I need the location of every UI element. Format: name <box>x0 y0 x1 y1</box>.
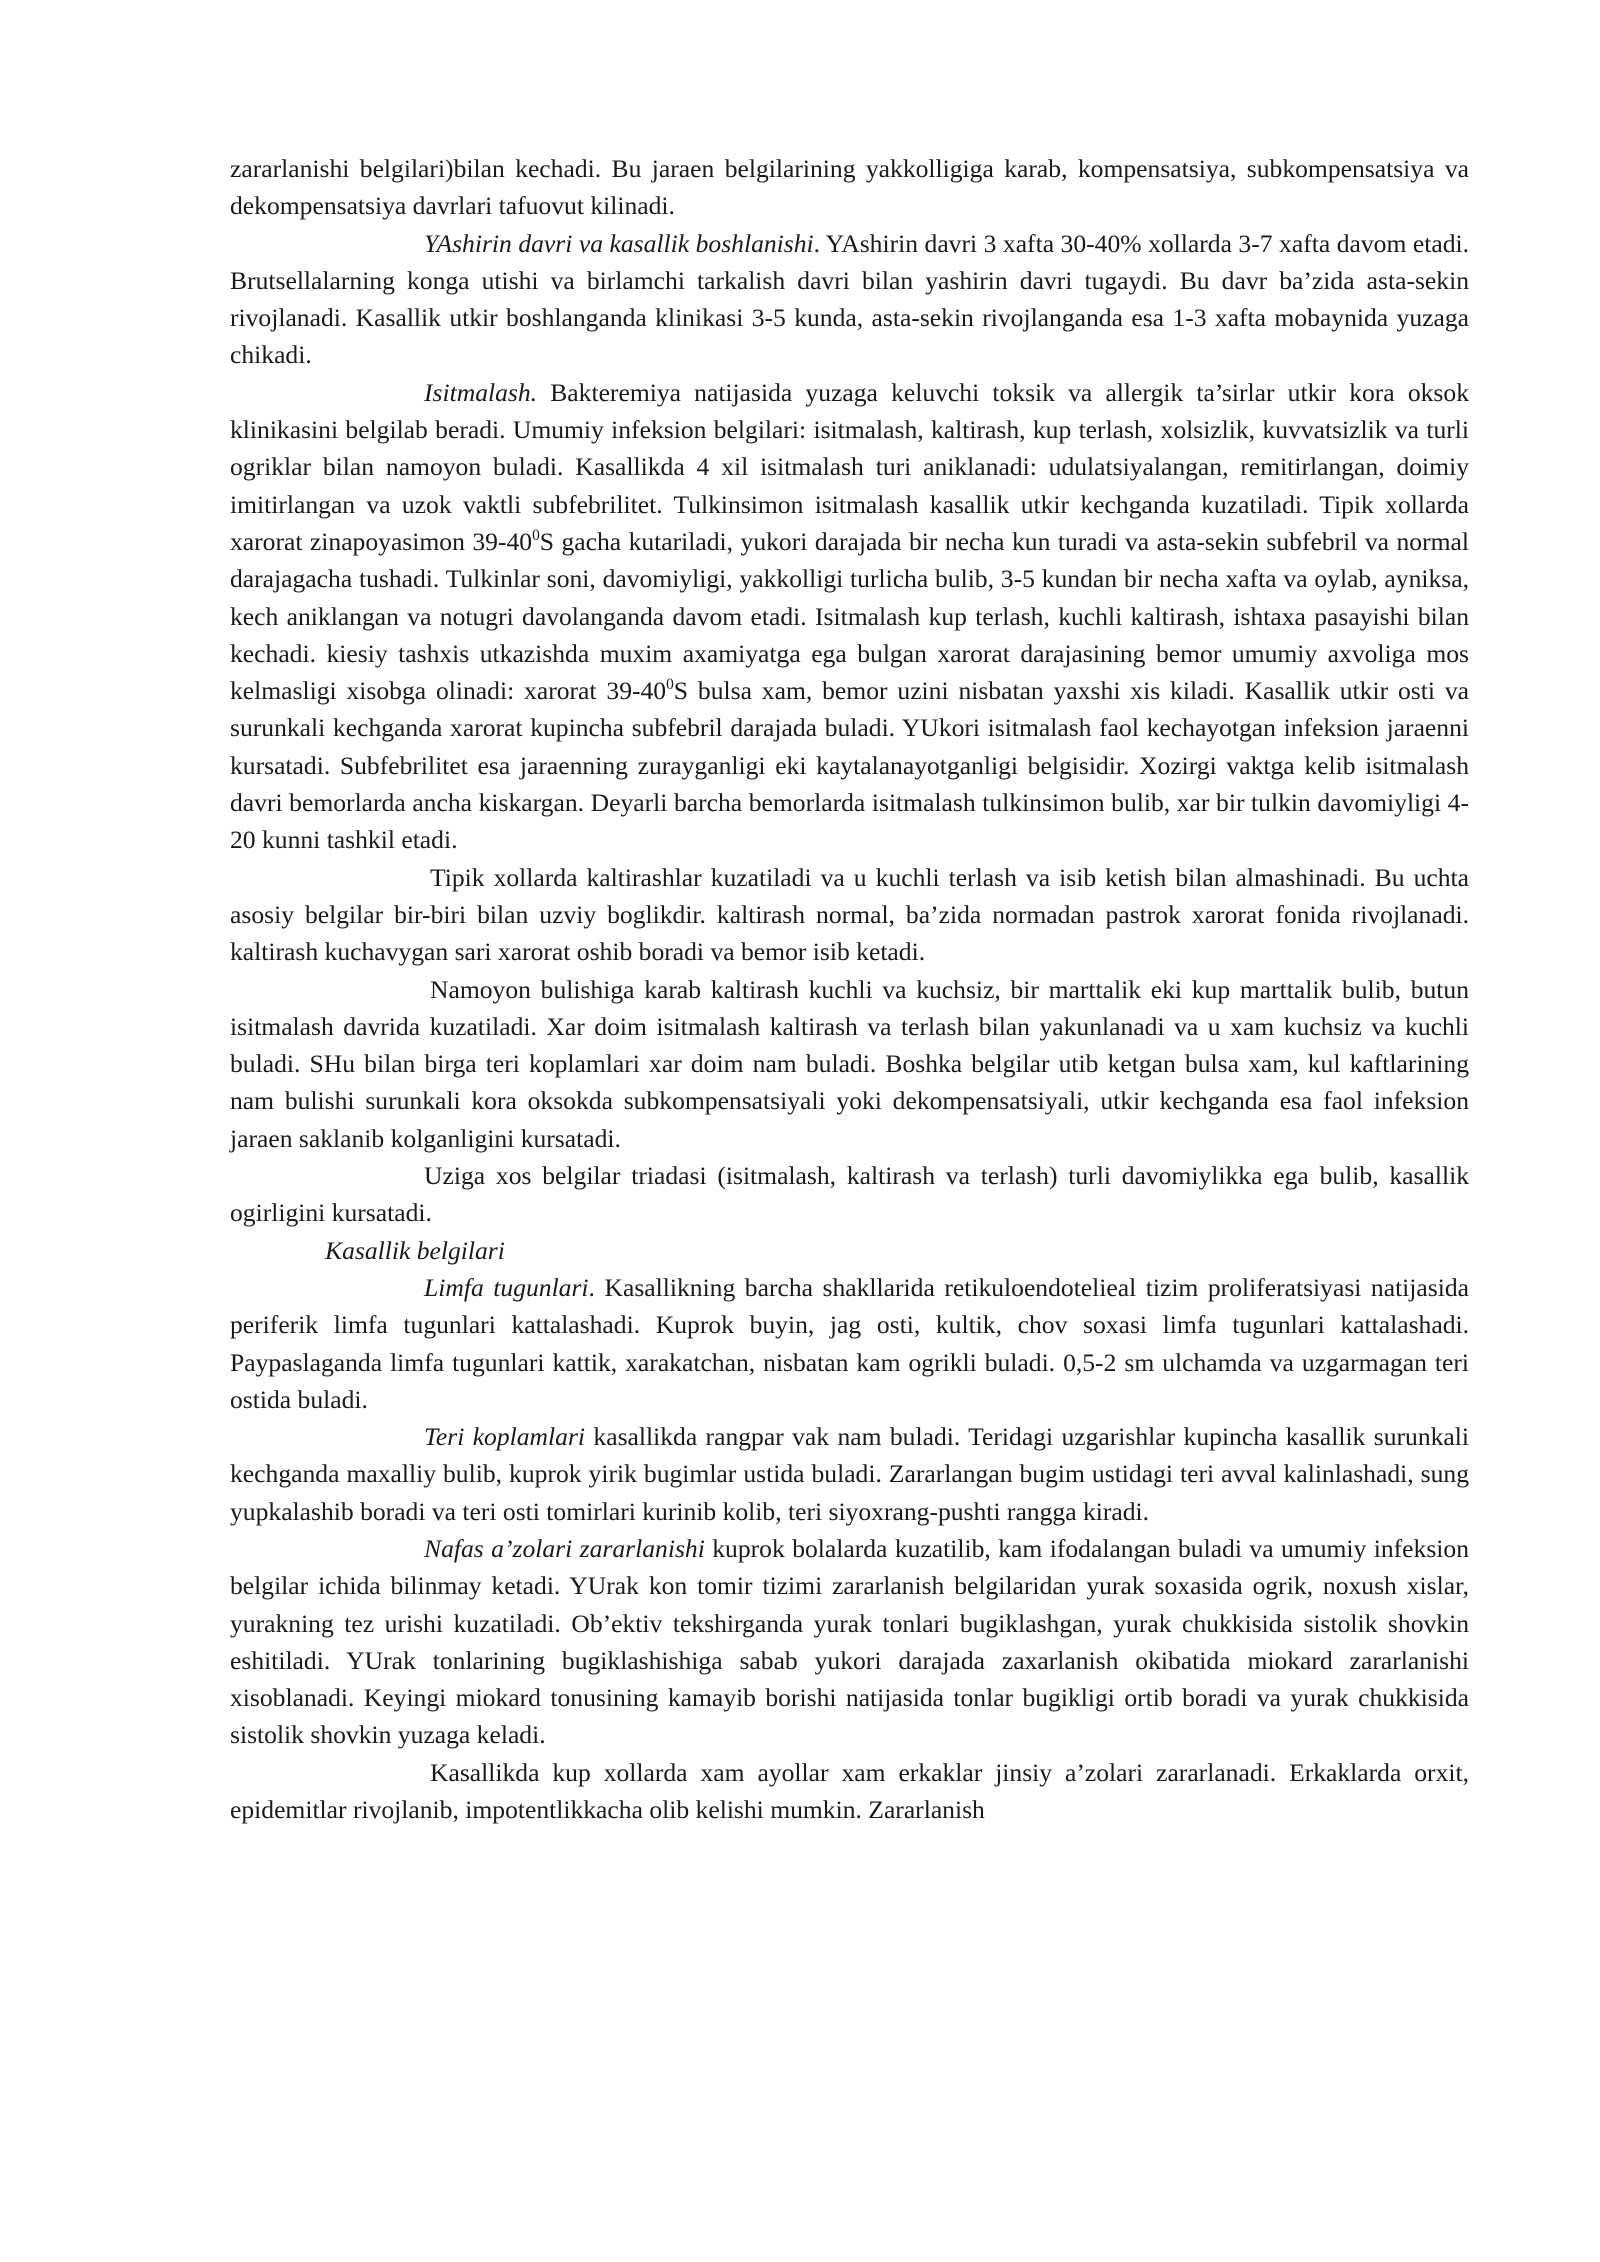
paragraph-body-part-3: S bulsa xam, bemor uzini nisbatan yaxshi xis kiladi. Kasallik utkir osti va surunkali kechganda xarorat kupincha subfebril darajada buladi. YUkori isitmalash faol kechayotgan infeksion jaraenni kursatadi. Subfebrilitet esa jaraenning zurayganligi eki kaytalanayotganligi belgisidir. Xozirgi vaktga kelib isitmalash davri bemorlarda ancha kiskargan. Deyarli barcha bemorlarda isitmalash tulkinsimon bulib, xar bir tulkin davomiyligi 4-20 kunni tashkil etadi. <box>230 676 1469 855</box>
paragraph-lead: YAshirin davri va kasallik boshlanishi <box>424 228 814 258</box>
paragraph-fever <box>230 374 1469 859</box>
paragraph-lymph-nodes <box>230 1269 1469 1418</box>
paragraph-body: kuprok bolalarda kuzatilib, kam ifodalangan buladi va umumiy infeksion belgilar ichida bilinmay ketadi. YUrak kon tomir tizimi zararlanish belgilaridan yurak soxasida ogrik, noxush xislar, yurakning tez urishi kuzatiladi. Ob’ektiv tekshirganda yurak tonlari bugiklashgan, yurak chukkisida sistolik shovkin eshitiladi. YUrak tonlarining bugiklashishiga sabab yukori darajada zaxarlanish okibatida miokard zararlanishi xisoblanadi. Keyingi miokard tonusining kamayib borishi natijasida tonlar bugikligi ortib boradi va yurak chukkisida sistolik shovkin yuzaga keladi. <box>230 1533 1469 1750</box>
section-heading: Kasallik belgilari <box>325 1235 505 1265</box>
paragraph-lead: Limfa tugunlari <box>424 1272 589 1302</box>
degree-superscript: 0 <box>666 676 674 694</box>
paragraph-lead: Teri koplamlari <box>424 1422 586 1452</box>
paragraph-respiratory <box>230 1530 1469 1754</box>
paragraph-chills: Tipik xollarda kaltirashlar kuzatiladi va u kuchli terlash va isib ketish bilan almashinadi. Bu uchta asosiy belgilar bir-biri bilan uzviy boglikdir. kaltirash normal, ba’zida normadan pastrok xarorat fonida rivojlanadi. kaltirash kuchavygan sari xarorat oshib boradi va bemor isib ketadi. <box>230 862 1469 967</box>
paragraph-lead: Isitmalash. <box>424 377 538 407</box>
paragraph-body: . YAshirin davri 3 xafta 30-40% xollarda 3-7 xafta davom etadi. Brutsellalarning konga utishi va birlamchi tarkalish davri bilan yashirin davri tugaydi. Bu davr ba’zida asta-sekin rivojlanadi. Kasallik utkir boshlanganda klinikasi 3-5 kunda, asta-sekin rivojlanganda esa 1-3 xafta mobaynida yuzaga chikadi. <box>230 228 1469 370</box>
paragraph-body: . Kasallikning barcha shakllarida retikuloendotelieal tizim proliferatsiyasi natijasida periferik limfa tugunlari kattalashadi. Kuprok buyin, jag osti, kultik, chov soxasi limfa tugunlari kattalashadi. Paypaslaganda limfa tugunlari kattik, xarakatchan, nisbatan kam ogrikli buladi. 0,5-2 sm ulchamda va uzgarmagan teri ostida buladi. <box>230 1272 1469 1414</box>
paragraph-body-part-1: Bakteremiya natijasida yuzaga keluvchi toksik va allergik ta’sirlar utkir kora oksok klinikasini belgilab beradi. Umumiy infeksion belgilari: isitmalash, kaltirash, kup terlash, xolsizlik, kuvvatsizlik va turli ogriklar bilan namoyon buladi. Kasallikda 4 xil isitmalash turi aniklanadi: udulatsiyalangan, remitirlangan, doimiy imitirlangan va uzok vaktli subfebrilitet. Tulkinsimon isitmalash kasallik utkir kechganda kuzatiladi. Tipik xollarda xarorat zinapoyasimon 39-40 <box>230 377 1469 556</box>
paragraph-reproductive: Kasallikda kup xollarda xam ayollar xam erkaklar jinsiy a’zolari zararlanadi. Erkaklarda orxit, epidemitlar rivojlanib, impotentlikkacha olib kelishi mumkin. Zararlanish <box>230 1757 1469 1825</box>
paragraph-1: zararlanishi belgilari)bilan kechadi. Bu jaraen belgilarining yakkolligiga karab, kompensatsiya, subkompensatsiya va dekompensatsiya davrlari tafuovut kilinadi. <box>230 154 1469 221</box>
paragraph-body-part-2: S gacha kutariladi, yukori darajada bir necha kun turadi va asta-sekin subfebril va normal darajagacha tushadi. Tulkinlar soni, davomiyligi, yakkolligi turlicha bulib, 3-5 kundan bir necha xafta va oylab, ayniksa, kech aniklangan va notugri davolanganda davom etadi. Isitmalash kup terlash, kuchli kaltirash, ishtaxa pasayishi bilan kechadi. kiesiy tashxis utkazishda muxim axamiyatga ega bulgan xarorat darajasining bemor umumiy axvoliga mos kelmasligi xisobga olinadi: xarorat 39-40 <box>230 526 1469 706</box>
paragraph-skin <box>230 1418 1469 1530</box>
degree-superscript: 0 <box>532 527 540 544</box>
paragraph-lead: Nafas a’zolari zararlanishi <box>424 1533 705 1563</box>
paragraph-body: kasallikda rangpar vak nam buladi. Teridagi uzgarishlar kupincha kasallik surunkali kechganda maxalliy bulib, kuprok yirik bugimlar ustida buladi. Zararlangan bugim ustidagi teri avval kalinlashadi, sung yupkalashib boradi va teri osti tomirlari kurinib kolib, teri siyoxrang-pushti rangga kiradi. <box>230 1422 1469 1526</box>
paragraph-latent-period <box>230 225 1469 374</box>
paragraph-triad: Uziga xos belgilar triadasi (isitmalash, kaltirash va terlash) turli davomiylikka ega bulib, kasallik ogirligini kursatadi. <box>230 1161 1469 1228</box>
paragraph-manifestation: Namoyon bulishiga karab kaltirash kuchli va kuchsiz, bir marttalik eki kup marttalik bulib, butun isitmalash davrida kuzatiladi. Xar doim isitmalash kaltirash va terlash bilan yakunlanadi va u xam kuchsiz va kuchli buladi. SHu bilan birga teri koplamlari xar doim nam buladi. Boshka belgilar utib ketgan bulsa xam, kul kaftlarining nam bulishi surunkali kora oksokda subkompensatsiyali yoki dekompensatsiyali, utkir kechganda esa faol infeksion jaraen saklanib kolganligini kursatadi. <box>230 974 1469 1153</box>
